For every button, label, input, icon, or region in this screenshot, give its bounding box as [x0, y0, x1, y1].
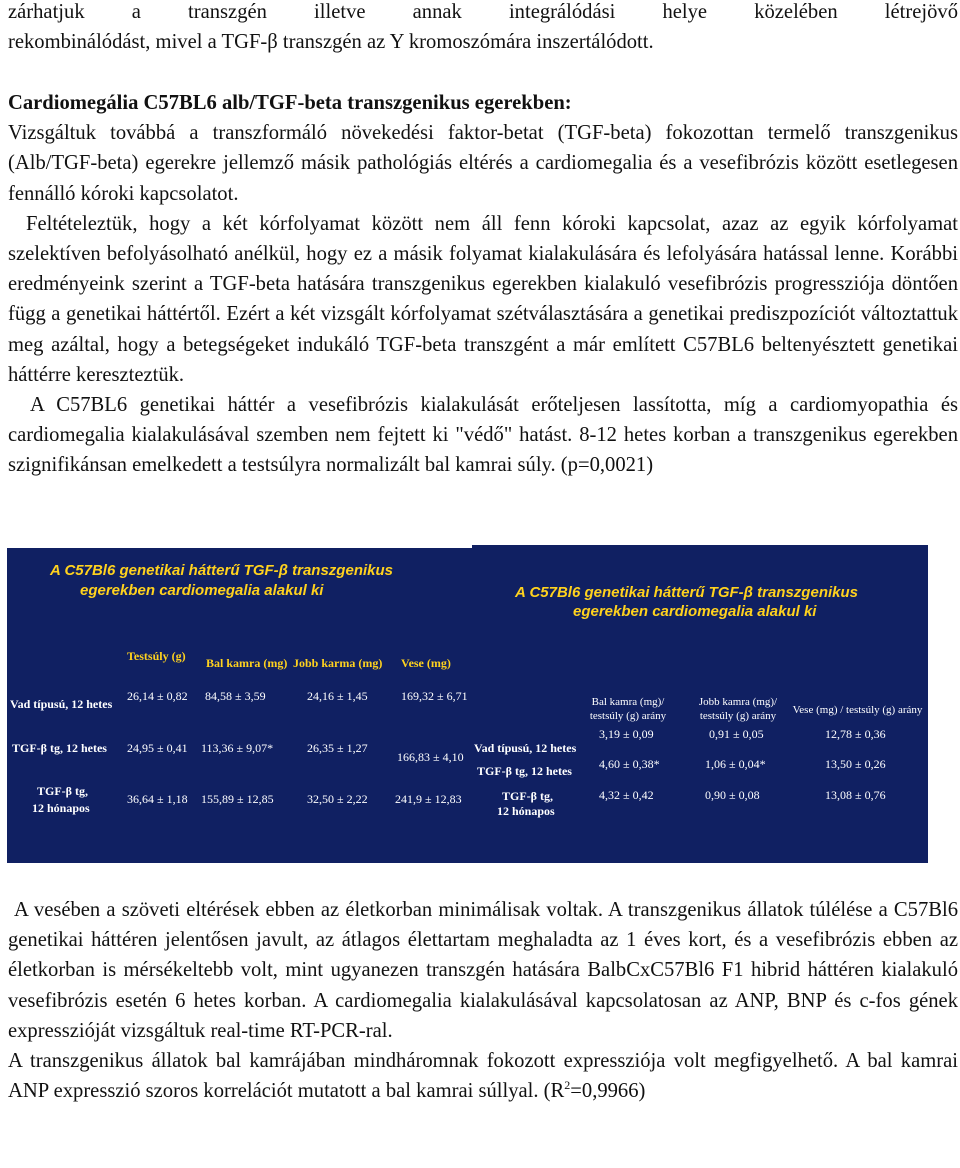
right-cell: 13,50 ± 0,26 — [825, 757, 886, 771]
right-row-label-tg12m-1: TGF-β tg, — [502, 789, 553, 803]
left-cell: 32,50 ± 2,22 — [307, 792, 368, 806]
left-title-line-2: egerekben cardiomegalia alakul ki — [80, 582, 324, 599]
section-paragraph-1: Vizsgáltuk továbbá a transzformáló növekedési faktor-betat (TGF-beta) fokozottan termelő transzgenikus (Alb/TGF-beta) egerekre jellemző másik pathológiás eltérés a cardiomegalia és a vesefibrózis között esetlegesen fennálló kóroki kapcsolatot. — [8, 122, 958, 205]
right-cell: 13,08 ± 0,76 — [825, 788, 886, 802]
left-title-line-1: A C57Bl6 genetikai hátterű TGF-β transzgenikus — [50, 562, 393, 579]
right-cell: 4,32 ± 0,42 — [599, 788, 654, 802]
left-cell: 26,14 ± 0,82 — [127, 689, 188, 703]
left-cell: 166,83 ± 4,10 — [397, 750, 464, 764]
results-figure — [7, 545, 928, 863]
right-cell: 0,90 ± 0,08 — [705, 788, 760, 802]
left-cell: 84,58 ± 3,59 — [205, 689, 266, 703]
left-cell: 241,9 ± 12,83 — [395, 792, 462, 806]
left-cell: 36,64 ± 1,18 — [127, 792, 188, 806]
right-header-bal-kamra — [573, 695, 683, 723]
left-header-jobb-kamra: Jobb karma (mg) — [293, 656, 383, 670]
left-cell: 113,36 ± 9,07* — [201, 741, 274, 755]
left-header-testsuly: Testsúly (g) — [127, 649, 186, 663]
r-squared-exponent: 2 — [564, 1078, 571, 1093]
right-cell: 12,78 ± 0,36 — [825, 727, 886, 741]
left-row-label-tg12m-1: TGF-β tg, — [37, 784, 88, 798]
right-header-line: testsúly (g) arány — [699, 710, 777, 722]
right-header-line: Bal kamra (mg)/ — [591, 696, 665, 708]
bottom-paragraph-2-main: A transzgenikus állatok bal kamrájában mindháromnak fokozott expressziója volt megfigyelhető. A bal kamrai ANP expresszió szoros korrelációt mutatott a bal kamrai súllyal. (R — [8, 1050, 958, 1103]
section-heading: Cardiomegália C57BL6 alb/TGF-beta transzgenikus egerekben: — [8, 92, 572, 114]
top-text — [8, 0, 958, 57]
right-row-label-tg12m-2: 12 hónapos — [497, 804, 555, 818]
right-cell: 1,06 ± 0,04* — [705, 757, 766, 771]
right-header-line: testsúly (g) arány — [589, 710, 667, 722]
left-header-vese: Vese (mg) — [401, 656, 451, 670]
left-cell: 24,95 ± 0,41 — [127, 741, 188, 755]
left-row-label-tg12m-2: 12 hónapos — [32, 801, 90, 815]
left-row-label-wild: Vad típusú, 12 hetes — [10, 697, 113, 711]
left-cell: 155,89 ± 12,85 — [201, 792, 274, 806]
right-cell: 0,91 ± 0,05 — [709, 727, 764, 741]
left-row-label-tg12w: TGF-β tg, 12 hetes — [12, 741, 107, 755]
section-cardiomegalia — [8, 88, 958, 481]
left-header-bal-kamra: Bal kamra (mg) — [206, 656, 288, 670]
section-paragraph-3: A C57BL6 genetikai háttér a vesefibrózis kialakulását erőteljesen lassította, míg a cardiomyopathia és cardiomegalia kialakulásával szemben nem fejtett ki "védő" hatást. 8-12 hetes korban a transzgenikus egerekben szignifikánsan emelkedett a testsúlyra normalizált bal kamrai súly. (p=0,0021) — [8, 394, 958, 477]
bottom-paragraph-2 — [8, 1046, 958, 1106]
top-line-2: rekombinálódást, mivel a TGF-β transzgén az Y kromoszómára inszertálódott. — [8, 31, 654, 54]
right-cell: 4,60 ± 0,38* — [599, 757, 660, 771]
left-cell: 169,32 ± 6,71 — [401, 689, 468, 703]
right-row-label-wild: Vad típusú, 12 hetes — [474, 741, 577, 755]
right-header-line: Jobb kamra (mg)/ — [698, 696, 778, 708]
left-cell: 24,16 ± 1,45 — [307, 689, 368, 703]
right-header-jobb-kamra — [683, 695, 793, 723]
right-header-line: Vese (mg) / testsúly (g) arány — [792, 704, 923, 716]
section-paragraph-2: Feltételeztük, hogy a két kórfolyamat között nem áll fenn kóroki kapcsolat, azaz az egyik kórfolyamat szelektíven befolyásolható anélkül, hogy ez a másik folyamat kialakulására és lefolyására hatással lenne. Korábbi eredményeink szerint a TGF-beta hatására transzgenikus egerekben kialakuló vesefibrózis progressziója döntően függ a genetikai háttértől. Ezért a két vizsgált kórfolyamat szétválasztására a genetikai prediszpozíciót változtattuk meg azáltal, hogy a betegségeket indukáló TGF-beta transzgént a már említett C57BL6 beltenyésztett genetikai háttérre kereszteztük. — [8, 212, 958, 386]
left-cell: 26,35 ± 1,27 — [307, 741, 368, 755]
right-row-label-tg12w: TGF-β tg, 12 hetes — [477, 764, 572, 778]
bottom-paragraph-2-end: =0,9966) — [570, 1080, 646, 1103]
figure-top-rule — [7, 545, 472, 548]
top-line-1: zárhatjuk a transzgén illetve annak integrálódási helye közelében létrejövő — [8, 1, 958, 23]
bottom-paragraph-1: A vesében a szöveti eltérések ebben az életkorban minimálisak voltak. A transzgenikus állatok túlélése a C57Bl6 genetikai háttéren jelentősen javult, az átlagos élettartam meghaladta az 1 éves kort, és a vesefibrózis ebben az életkorban is mérsékeltebb volt, mint ugyanezen transzgén hatására BalbCxC57Bl6 F1 hibrid háttéren kialakuló vesefibrózis esetén 6 hetes korban. A cardiomegalia kialakulásával kapcsolatosan az ANP, BNP és c-fos gének expresszióját vizsgáltuk real-time RT-PCR-ral. — [8, 899, 958, 1042]
bottom-text — [8, 895, 958, 1106]
right-title-line-2: egerekben cardiomegalia alakul ki — [573, 603, 817, 620]
right-title-line-1: A C57Bl6 genetikai hátterű TGF-β transzgenikus — [515, 584, 858, 601]
right-header-vese — [785, 703, 928, 717]
right-cell: 3,19 ± 0,09 — [599, 727, 654, 741]
